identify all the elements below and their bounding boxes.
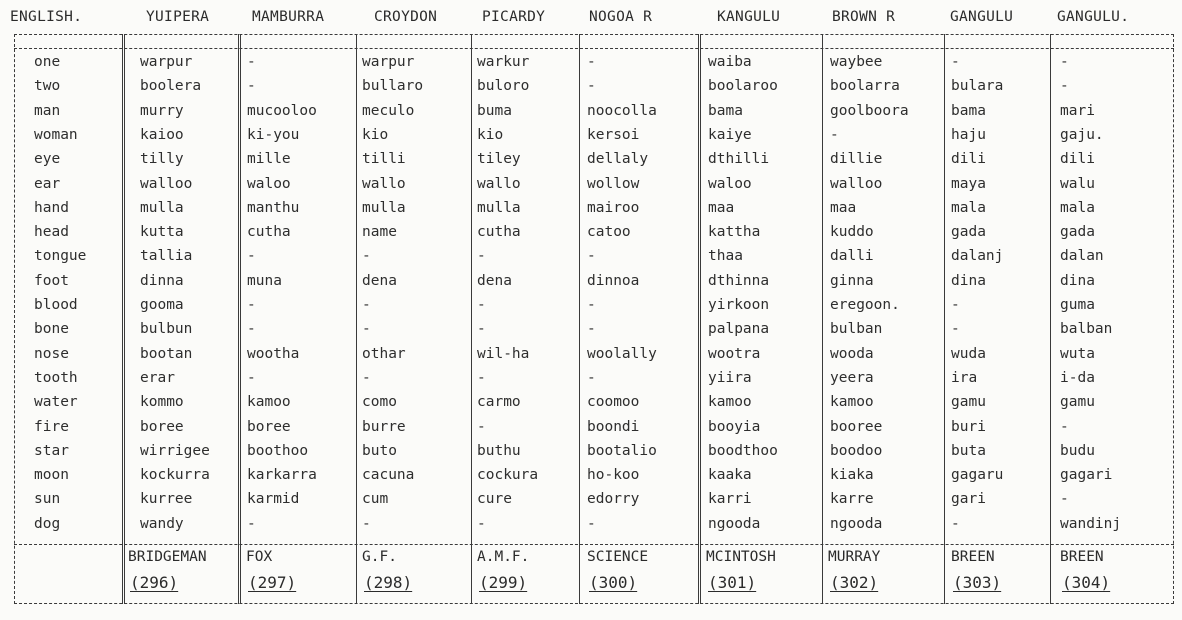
reference-number: (302) xyxy=(830,573,879,592)
table-cell: mulla xyxy=(362,199,406,216)
table-cell: - xyxy=(477,321,486,338)
table-cell: como xyxy=(362,394,397,411)
table-cell: meculo xyxy=(362,102,415,119)
table-cell: - xyxy=(362,297,371,313)
table-cell: boree xyxy=(140,418,184,435)
reference-number: (297) xyxy=(248,573,297,592)
table-cell: - xyxy=(362,248,371,265)
header-brown-r: BROWN R xyxy=(832,9,896,25)
table-cell: walloo xyxy=(140,175,193,192)
table-cell: two xyxy=(34,78,61,95)
table-cell: - xyxy=(477,515,486,532)
table-cell: karri xyxy=(708,491,752,508)
table-cell: eregoon. xyxy=(830,297,900,313)
table-cell: dina xyxy=(951,272,986,289)
header-gangulu: GANGULU xyxy=(950,9,1014,25)
source-name: SCIENCE xyxy=(587,549,649,565)
reference-number: (296) xyxy=(130,573,179,592)
header-english: ENGLISH. xyxy=(10,9,83,25)
header-yuipera: YUIPERA xyxy=(146,9,210,25)
table-cell: dili xyxy=(951,151,986,168)
table-cell: - xyxy=(1060,78,1069,95)
table-cell: gari xyxy=(951,491,986,508)
table-cell: - xyxy=(587,297,596,313)
table-cell: mairoo xyxy=(587,199,640,216)
table-cell: - xyxy=(247,297,256,313)
table-cell: - xyxy=(1060,54,1069,70)
table-cell: tooth xyxy=(34,369,78,386)
table-cell: buto xyxy=(362,442,397,459)
table-cell: star xyxy=(34,442,69,459)
table-cell: boree xyxy=(247,418,291,435)
table-cell: dthinna xyxy=(708,272,770,289)
table-cell: - xyxy=(830,126,839,143)
table-cell: walloo xyxy=(830,175,883,192)
table-cell: woolally xyxy=(587,345,657,362)
header-croydon: CROYDON xyxy=(374,9,438,25)
column-divider xyxy=(356,34,357,604)
reference-number: (300) xyxy=(589,573,638,592)
table-cell: warkur xyxy=(477,54,530,70)
table-cell: boodoo xyxy=(830,442,883,459)
table-cell: bullaro xyxy=(362,78,424,95)
table-cell: dthilli xyxy=(708,151,770,168)
table-cell: karre xyxy=(830,491,874,508)
table-cell: dog xyxy=(34,515,61,532)
table-cell: noocolla xyxy=(587,102,657,119)
table-cell: karmid xyxy=(247,491,300,508)
table-cell: boolera xyxy=(140,78,202,95)
table-cell: tilly xyxy=(140,151,184,168)
table-cell: ki-you xyxy=(247,126,300,143)
table-cell: - xyxy=(1060,491,1069,508)
table-cell: ginna xyxy=(830,272,874,289)
table-cell: gamu xyxy=(951,394,986,411)
table-cell: ho-koo xyxy=(587,467,640,484)
table-cell: - xyxy=(587,248,596,265)
reference-number: (299) xyxy=(479,573,528,592)
table-cell: waiba xyxy=(708,54,752,70)
table-cell: warpur xyxy=(140,54,193,70)
table-cell: foot xyxy=(34,272,69,289)
table-cell: mucooloo xyxy=(247,102,317,119)
table-cell: kaioo xyxy=(140,126,184,143)
table-cell: bootalio xyxy=(587,442,657,459)
table-cell: wallo xyxy=(362,175,406,192)
header-mamburra: MAMBURRA xyxy=(252,9,325,25)
table-cell: - xyxy=(587,78,596,95)
table-cell: wandinj xyxy=(1060,515,1122,532)
table-cell: - xyxy=(951,515,960,532)
table-cell: tilli xyxy=(362,151,406,168)
table-cell: - xyxy=(477,418,486,435)
table-cell: moon xyxy=(34,467,69,484)
table-cell: dinna xyxy=(140,272,184,289)
table-cell: ngooda xyxy=(708,515,761,532)
reference-number: (298) xyxy=(364,573,413,592)
table-cell: - xyxy=(951,297,960,313)
table-cell: wallo xyxy=(477,175,521,192)
table-cell: buthu xyxy=(477,442,521,459)
table-cell: walu xyxy=(1060,175,1095,192)
header-kangulu: KANGULU xyxy=(717,9,781,25)
table-cell: maya xyxy=(951,175,986,192)
table-cell: - xyxy=(477,248,486,265)
table-cell: - xyxy=(587,54,596,70)
table-cell: dinnoa xyxy=(587,272,640,289)
table-cell: kutta xyxy=(140,224,184,241)
table-cell: kio xyxy=(477,126,504,143)
table-cell: gagari xyxy=(1060,467,1113,484)
table-cell: gooma xyxy=(140,297,184,313)
table-cell: wirrigee xyxy=(140,442,210,459)
source-name: MCINTOSH xyxy=(706,549,776,565)
table-cell: kersoi xyxy=(587,126,640,143)
table-cell: - xyxy=(1060,418,1069,435)
header-gangulu-2: GANGULU. xyxy=(1057,9,1130,25)
table-cell: manthu xyxy=(247,199,300,216)
source-name: BREEN xyxy=(1060,549,1104,565)
table-cell: waloo xyxy=(247,175,291,192)
table-cell: bulara xyxy=(951,78,1004,95)
column-divider xyxy=(579,34,580,604)
header-rule xyxy=(14,48,1174,49)
table-cell: muna xyxy=(247,272,282,289)
table-cell: booree xyxy=(830,418,883,435)
table-cell: dena xyxy=(477,272,512,289)
table-cell: tallia xyxy=(140,248,193,265)
table-cell: bama xyxy=(951,102,986,119)
table-cell: ear xyxy=(34,175,61,192)
table-cell: - xyxy=(587,369,596,386)
table-cell: kaiye xyxy=(708,126,752,143)
table-cell: gamu xyxy=(1060,394,1095,411)
table-cell: fire xyxy=(34,418,69,435)
table-cell: mille xyxy=(247,151,291,168)
table-cell: boodthoo xyxy=(708,442,778,459)
table-cell: wil-ha xyxy=(477,345,530,362)
table-cell: dalli xyxy=(830,248,874,265)
table-cell: wooda xyxy=(830,345,874,362)
table-cell: karkarra xyxy=(247,467,317,484)
table-cell: bootan xyxy=(140,345,193,362)
table-cell: blood xyxy=(34,297,78,313)
column-divider xyxy=(822,34,823,604)
table-cell: dalanj xyxy=(951,248,1004,265)
source-name: A.M.F. xyxy=(477,549,530,565)
table-cell: one xyxy=(34,54,61,70)
footer-rule xyxy=(14,544,1174,545)
table-cell: thaa xyxy=(708,248,743,265)
source-name: FOX xyxy=(246,549,273,565)
table-cell: yirkoon xyxy=(708,297,770,313)
table-cell: edorry xyxy=(587,491,640,508)
table-cell: booyia xyxy=(708,418,761,435)
column-divider xyxy=(698,34,701,604)
table-cell: - xyxy=(247,54,256,70)
table-cell: wootha xyxy=(247,345,300,362)
table-cell: - xyxy=(247,369,256,386)
table-cell: wuda xyxy=(951,345,986,362)
table-cell: gagaru xyxy=(951,467,1004,484)
table-cell: buta xyxy=(951,442,986,459)
table-cell: cacuna xyxy=(362,467,415,484)
table-cell: waloo xyxy=(708,175,752,192)
table-cell: sun xyxy=(34,491,61,508)
table-cell: kaaka xyxy=(708,467,752,484)
table-cell: mulla xyxy=(477,199,521,216)
table-cell: ngooda xyxy=(830,515,883,532)
table-cell: palpana xyxy=(708,321,770,338)
table-cell: erar xyxy=(140,369,175,386)
table-cell: bulbun xyxy=(140,321,193,338)
source-name: BREEN xyxy=(951,549,995,565)
table-cell: murry xyxy=(140,102,184,119)
table-cell: wollow xyxy=(587,175,640,192)
table-cell: kockurra xyxy=(140,467,210,484)
table-cell: water xyxy=(34,394,78,411)
source-name: BRIDGEMAN xyxy=(128,549,207,565)
table-cell: mari xyxy=(1060,102,1095,119)
table-cell: coomoo xyxy=(587,394,640,411)
table-cell: waybee xyxy=(830,54,883,70)
header-picardy: PICARDY xyxy=(482,9,546,25)
table-cell: - xyxy=(587,321,596,338)
table-cell: eye xyxy=(34,151,61,168)
table-cell: mala xyxy=(1060,199,1095,216)
column-divider xyxy=(122,34,125,604)
table-cell: wuta xyxy=(1060,345,1095,362)
table-cell: balban xyxy=(1060,321,1113,338)
table-cell: dalan xyxy=(1060,248,1104,265)
table-cell: guma xyxy=(1060,297,1095,313)
table-cell: gada xyxy=(1060,224,1095,241)
table-cell: - xyxy=(247,321,256,338)
table-cell: cutha xyxy=(247,224,291,241)
table-cell: burre xyxy=(362,418,406,435)
table-cell: - xyxy=(362,515,371,532)
column-divider xyxy=(238,34,241,604)
table-cell: kurree xyxy=(140,491,193,508)
table-cell: tiley xyxy=(477,151,521,168)
table-cell: boolaroo xyxy=(708,78,778,95)
table-cell: cum xyxy=(362,491,389,508)
table-cell: othar xyxy=(362,345,406,362)
reference-number: (301) xyxy=(708,573,757,592)
table-cell: goolboora xyxy=(830,102,909,119)
table-cell: kiaka xyxy=(830,467,874,484)
table-cell: kamoo xyxy=(247,394,291,411)
table-cell: kattha xyxy=(708,224,761,241)
table-cell: cockura xyxy=(477,467,539,484)
header-nogoa-r: NOGOA R xyxy=(589,9,653,25)
table-cell: maa xyxy=(708,199,735,216)
table-cell: kamoo xyxy=(708,394,752,411)
table-cell: dellaly xyxy=(587,151,649,168)
table-cell: buri xyxy=(951,418,986,435)
table-cell: mulla xyxy=(140,199,184,216)
table-cell: bama xyxy=(708,102,743,119)
table-cell: yiira xyxy=(708,369,752,386)
table-cell: catoo xyxy=(587,224,631,241)
table-cell: - xyxy=(362,321,371,338)
table-cell: - xyxy=(362,369,371,386)
source-name: MURRAY xyxy=(828,549,881,565)
source-name: G.F. xyxy=(362,549,397,565)
table-cell: buma xyxy=(477,102,512,119)
table-cell: - xyxy=(247,78,256,95)
table-cell: haju xyxy=(951,126,986,143)
table-cell: cure xyxy=(477,491,512,508)
reference-number: (303) xyxy=(953,573,1002,592)
table-cell: gada xyxy=(951,224,986,241)
table-cell: wootra xyxy=(708,345,761,362)
table-cell: yeera xyxy=(830,369,874,386)
table-cell: man xyxy=(34,102,61,119)
table-cell: maa xyxy=(830,199,857,216)
table-cell: hand xyxy=(34,199,69,216)
table-cell: wandy xyxy=(140,515,184,532)
table-cell: boolarra xyxy=(830,78,900,95)
column-divider xyxy=(944,34,945,604)
table-cell: kuddo xyxy=(830,224,874,241)
table-cell: ira xyxy=(951,369,978,386)
table-cell: warpur xyxy=(362,54,415,70)
column-divider xyxy=(471,34,472,604)
table-cell: - xyxy=(477,369,486,386)
table-cell: name xyxy=(362,224,397,241)
reference-number: (304) xyxy=(1062,573,1111,592)
table-cell: boothoo xyxy=(247,442,309,459)
column-divider xyxy=(1050,34,1051,604)
table-cell: gaju. xyxy=(1060,126,1104,143)
table-cell: - xyxy=(951,321,960,338)
table-cell: bulban xyxy=(830,321,883,338)
table-cell: budu xyxy=(1060,442,1095,459)
table-cell: woman xyxy=(34,126,78,143)
table-cell: i-da xyxy=(1060,369,1095,386)
table-cell: - xyxy=(587,515,596,532)
table-cell: bone xyxy=(34,321,69,338)
table-cell: cutha xyxy=(477,224,521,241)
table-cell: - xyxy=(247,515,256,532)
table-cell: kio xyxy=(362,126,389,143)
table-cell: boondi xyxy=(587,418,640,435)
table-cell: buloro xyxy=(477,78,530,95)
table-cell: - xyxy=(477,297,486,313)
table-cell: nose xyxy=(34,345,69,362)
table-cell: - xyxy=(951,54,960,70)
table-cell: tongue xyxy=(34,248,87,265)
table-cell: - xyxy=(247,248,256,265)
table-cell: kommo xyxy=(140,394,184,411)
table-cell: dena xyxy=(362,272,397,289)
table-cell: dina xyxy=(1060,272,1095,289)
table-cell: head xyxy=(34,224,69,241)
table-cell: mala xyxy=(951,199,986,216)
table-cell: kamoo xyxy=(830,394,874,411)
table-cell: dillie xyxy=(830,151,883,168)
table-cell: carmo xyxy=(477,394,521,411)
table-cell: dili xyxy=(1060,151,1095,168)
